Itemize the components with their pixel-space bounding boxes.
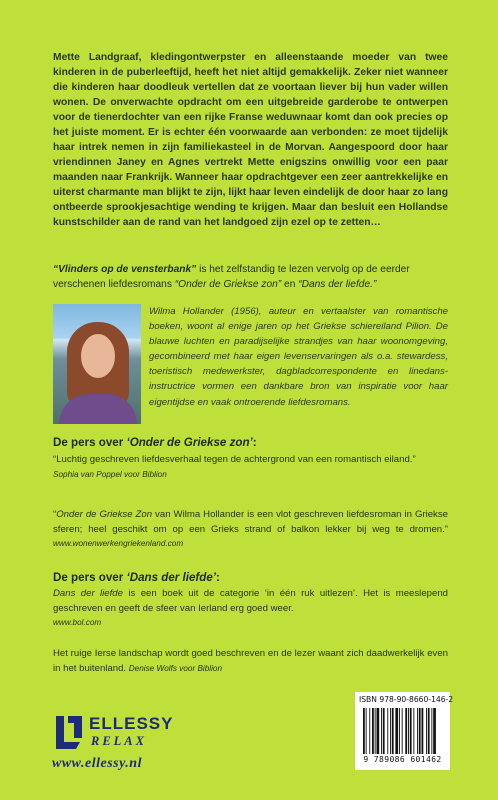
publisher-name: ELLESSY bbox=[89, 714, 174, 733]
press-quote-2: “Onder de Griekse Zon van Wilma Hollander is een vlot geschreven liefdesroman in Griekse sferen; heel geschikt om op een Grieks strand of balkon lekker bij weg te dromen.” www.wonenwerkengriekenland.com bbox=[53, 509, 448, 548]
isbn-number: ISBN 978-90-8660-146-2 bbox=[359, 695, 454, 704]
author-bio: Wilma Hollander (1956), auteur en vertaalster van romantische boeken, woont al enige jaren op het Griekse schiereiland Pilion. De blauwe luchten en paradijselijke strandjes van haar woonomgeving, gecombineerd met haar eigen levenservaringen als o.a. stewardess, toeristisch medewerkster, dagbladcorrespondente en linedans-instructrice vormen een dankbare bron van inspiratie voor haar eigentijdse en vaak ontroerende liefdesromans. bbox=[149, 306, 448, 408]
barcode-bars bbox=[363, 708, 447, 754]
publisher-logo bbox=[52, 712, 192, 777]
publisher-imprint: RELAX bbox=[91, 734, 147, 748]
barcode-digits: 9 789086 601462 bbox=[363, 755, 442, 764]
ellessy-logo-icon bbox=[52, 712, 86, 752]
back-cover-blurb: Mette Landgraaf, kledingontwerpster en alleenstaande moeder van twee kinderen in de puberleeftijd, heeft het niet altijd gemakkelijk. Zeker niet wanneer die kinderen haar doodleuk vertellen dat ze voortaan liever bij hun vader willen wonen. De onverwachte opdracht om een uitgebreide garderobe te ontwerpen voor de tienerdochter van een rijke Franse weduwnaar komt dan ook precies op het juiste moment. Er is echter één voorwaarde aan verbonden: ze moet tijdelijk haar intrek nemen in zijn familiekasteel in de Morvan. Aangespoord door haar vriendinnen Janey en Agnes vertrekt Mette enigszins onwillig voor een paar maanden naar Frankrijk. Wanneer haar opdrachtgever een zeer aantrekkelijke en uiterst charmante man blijkt te zijn, lijkt haar leven eindelijk de door haar zo lang ontbeerde sprookjesachtige wending te krijgen. Maar dan besluit een Hollandse kunstschilder aan de rand van het landgoed zijn ezel op te zetten… bbox=[53, 52, 448, 228]
press-quote-4: Het ruige Ierse landschap wordt goed beschreven en de lezer waant zich daadwerkelijk even in het buitenland. Denise Wolfs voor Biblion bbox=[53, 648, 448, 674]
press-heading-2: De pers over ‘Dans der liefde’: bbox=[53, 571, 220, 584]
barcode bbox=[355, 692, 454, 770]
press-heading-1: De pers over ‘Onder de Griekse zon’: bbox=[53, 436, 257, 449]
press-quote-1: “Luchtig geschreven liefdesverhaal tegen de achtergrond van een romantisch eiland.” Sophia van Poppel voor Biblion bbox=[53, 454, 416, 479]
series-note: “Vlinders op de vensterbank” is het zelfstandig te lezen vervolg op de eerder verschenen liefdesromans “Onder de Griekse zon” en “Dans der liefde.” bbox=[53, 264, 410, 290]
author-photo bbox=[53, 304, 141, 424]
publisher-url: www.ellessy.nl bbox=[52, 756, 142, 771]
press-quote-3: Dans der liefde is een boek uit de categorie ‘in één ruk uitlezen’. Het is meeslepend geschreven en geeft de sfeer van Ierland erg goed weer. www.bol.com bbox=[53, 588, 448, 627]
book-title: “Vlinders op de vensterbank” bbox=[53, 264, 197, 275]
